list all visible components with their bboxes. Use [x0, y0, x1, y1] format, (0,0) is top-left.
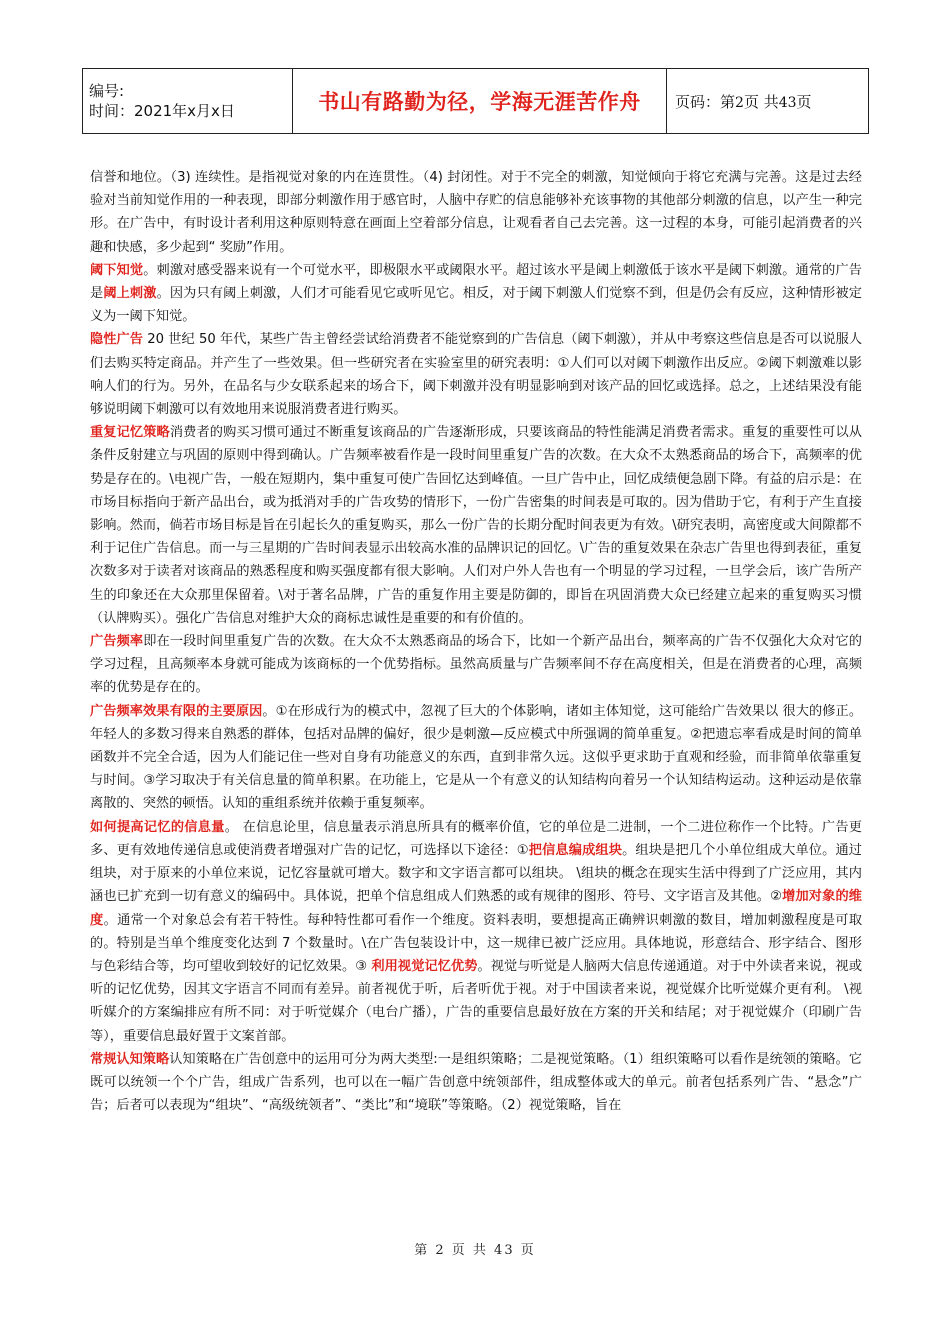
paragraph-text: 认知策略在广告创意中的运用可分为两大类型:一是组织策略；二是视觉策略。（1）组织策略可以看作是统领的策略。它既可以统领一个个广告，组成广告系列，也可以在一幅广告创意中统领部件，组成整体或大的单元。前者包括系列广告、“悬念”广告；后者可以表现为“组块”、“高级统领者”、“类比”和“境联”等策略。（2）视觉策略，旨在 — [90, 1051, 862, 1114]
paragraph-text: 。视觉与听觉是人脑两大信息传递通道。对于中外读者来说，视或听的记忆优势，因其文字语言不同而有差异。前者视优于听，后者听优于视。对于中国读者来说，视觉媒介比听觉媒介更有利。 \视听媒介的方案编排应有所不同：对于听觉媒介（电台广播），广告的重要信息最好放在方案的开关和结尾；对于视觉媒介（印刷广告等），重要信息最好置于文案首部。 — [90, 958, 863, 1044]
paragraph-text: 消费者的购买习惯可通过不断重复该商品的广告逐渐形成，只要该商品的特性能满足消费者需求。重复的重要性可以从条件反射建立与巩固的原则中得到确认。广告频率被看作是一段时间里重复广告的次数。在大众不太熟悉商品的场合下，高频率的优势是存在的。\电视广告，一般在短期内，集中重复可使广告回忆达到峰值。一旦广告中止，回忆成绩便急剧下降。有益的启示是：在市场目标指向于新产品出台，或为抵消对手的广告攻势的情形下，一份广告密集的时间表是可取的。因为借助于它，有利于产生直接影响。然而，倘若市场目标是旨在引起长久的重复购买，那么一份广告的长期分配时间表更为有效。\研究表明，高密度或大间隙都不利于记住广告信息。而一与三星期的广告时间表显示出较高水准的品牌识记的回忆。\广告的重复效果在杂志广告里也得到表征，重复次数多对于读者对该商品的熟悉程度和购买强度都有很大影响。人们对户外人告也有一个明显的学习过程，一旦学会后，该广告所产生的印象还在大众那里保留着。\对于著名品牌，广告的重复作用主要是防御的，即旨在巩固消费大众已经建立起来的重复购买习惯（认牌购买）。强化广告信息对维护大众的商标忠诚性是重要的和有价值的。 — [90, 425, 862, 626]
paragraph-text: 。组块是把几个小单位组成大单位。通过组块，对于原来的小单位来说，记忆容量就可增大。数字和文字语言都可以组块。 \组块的概念在现实生活中得到了广泛应用，其内涵也已扩充到一切有意义的编码中。具体说，把单个信息组成人们熟悉的或有规律的图形、符号、文字语言及其他。② — [90, 842, 862, 905]
header-info-cell — [83, 69, 293, 134]
header-page-number — [667, 69, 869, 134]
term-supraliminal-stimulus: 阈上刺激 — [103, 286, 157, 302]
header-motto: 书山有路勤为径，学海无涯苦作舟 — [293, 69, 667, 134]
paragraph-frequency-limits — [90, 700, 862, 816]
term-dimensions: 增加对象的维度 — [90, 889, 862, 928]
document-body — [90, 166, 862, 1117]
term-memory-information: 如何提高记忆的信息量 — [90, 819, 225, 835]
term-subliminal-perception: 阈下知觉 — [90, 262, 144, 278]
paragraph-repetition-strategy — [90, 421, 862, 630]
term-chunking: 把信息编成组块 — [528, 842, 623, 858]
paragraph-text: 。 在信息论里，信息量表示消息所具有的概率价值，它的单位是二进制，一个二进位称作一个比特。广告更多、更有效地传递信息或使消费者增强对广告的记忆，可选择以下途径：① — [90, 819, 862, 858]
paragraph-cognitive-strategy — [90, 1048, 862, 1118]
header-table — [82, 68, 869, 134]
term-repetition-strategy: 重复记忆策略 — [90, 425, 170, 441]
paragraph-text: 。①在形成行为的模式中，忽视了巨大的个体影响，诸如主体知觉，这可能给广告效果以 很大的修正。年轻人的多数习得来自熟悉的群体，包括对品牌的偏好，很少是刺激—反应模式中所强调的简单重复。②把遗忘率看成是时间的简单函数并不完全合适，因为人们能记住一些对自身有功能意义的东西，直到非常久远。这似乎更求助于直观和经验，而非简单依靠重复与时间。③学习取决于有关信息量的简单积累。在功能上，它是从一个有意义的认知结构向着另一个认知结构运动。这种运动是依靠离散的、突然的顿悟。认知的重组系统并依赖于重复频率。 — [90, 703, 863, 812]
paragraph-memory-information — [90, 816, 862, 1048]
term-hidden-advertising: 隐性广告 — [90, 332, 143, 348]
paragraph-text: 。因为只有阈上刺激，人们才可能看见它或听见它。相反，对于阈下刺激人们觉察不到，但是仍会有反应，这种情形被定义为一阈下知觉。 — [90, 286, 862, 325]
page-mid: 页 共 — [743, 92, 779, 111]
paragraph-subliminal-perception — [90, 259, 862, 329]
page-prefix: 页码：第 — [675, 92, 736, 111]
page-current: 2 — [735, 94, 744, 111]
term-visual-memory: 利用视觉记忆优势 — [371, 958, 478, 974]
document-time-label: 时间：2021年x月x日 — [89, 102, 235, 120]
page-total: 43 — [778, 94, 797, 111]
term-cognitive-strategy: 常规认知策略 — [90, 1051, 170, 1067]
page-footer: 第 2 页 共 43 页 — [414, 1243, 536, 1258]
document-number-label: 编号: — [89, 82, 125, 100]
term-frequency-limits: 广告频率效果有限的主要原因 — [90, 703, 263, 719]
paragraph-ad-frequency — [90, 630, 862, 700]
paragraph-text: 即在一段时间里重复广告的次数。在大众不太熟悉商品的场合下，比如一个新产品出台，频率高的广告不仅强化大众对它的学习过程，且高频率本身就可能成为该商标的一个优势指标。虽然高质量与广告频率间不存在高度相关，但是在消费者的心理，高频率的优势是存在的。 — [90, 634, 862, 696]
page-suffix: 页 — [796, 92, 812, 111]
paragraph-text: 。刺激对感受器来说有一个可觉水平，即极限水平或阈限水平。超过该水平是阈上刺激低于该水平是阈下刺激。通常的广告是 — [90, 262, 862, 302]
paragraph-text: 20 世纪 50 年代，某些广告主曾经尝试给消费者不能觉察到的广告信息（阈下刺激），并从中考察这些信息是否可以说服人们去购买特定商品。并产生了一些效果。但一些研究者在实验室里的研究表明：①人们可以对阈下刺激作出反应。②阈下刺激难以影响人们的行为。另外，在品名与少女联系起来的场合下，阈下刺激并没有明显影响到对该产品的回忆或选择。总之，上述结果没有能够说明阈下刺激可以有效地用来说服消费者进行购买。 — [90, 332, 863, 418]
paragraph-text: 。通常一个对象总会有若干特性。每种特性都可看作一个维度。资料表明，要想提高正确辨识刺激的数目，增加刺激程度是可取的。特别是当单个维度变化达到 7 个数量时。\在广告包装设计中，这一规律已被广泛应用。具体地说，形意结合、形字结合、图形与色彩结合等，均可望收到较好的记忆效果。③ — [90, 912, 863, 974]
term-ad-frequency: 广告频率 — [90, 634, 144, 650]
paragraph-closure: 信誉和地位。（3) 连续性。是指视觉对象的内在连贯性。（4) 封闭性。对于不完全的刺激，知觉倾向于将它充满与完善。这是过去经验对当前知觉作用的一种表现，即部分刺激作用于感官时，人脑中存贮的信息能够补充该事物的其他部分刺激的信息，以产生一种完形。在广告中，有时设计者利用这种原则特意在画面上空着部分信息，让观看者自己去完善。这一过程的本身，可能引起消费者的兴趣和快感，多少起到“ 奖励”作用。 — [90, 170, 862, 255]
paragraph-hidden-advertising — [90, 328, 862, 421]
